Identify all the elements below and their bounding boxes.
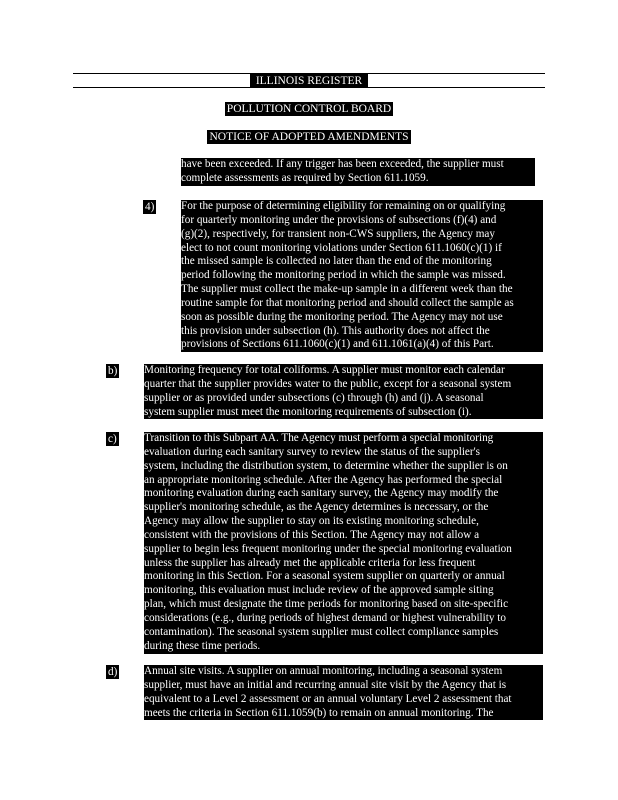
register-title-line bbox=[0, 74, 618, 88]
text-line: Monitoring frequency for total coliforms. A supplier must monitor each calendar bbox=[144, 364, 505, 376]
item-c-paragraph bbox=[144, 432, 543, 654]
text-line: soon as possible during the monitoring period. The Agency may not use bbox=[181, 310, 503, 323]
text-line: system supplier must meet the monitoring requirements of subsection (i). bbox=[144, 405, 472, 418]
text-line: complete assessments as required by Section 611.1059. bbox=[181, 171, 429, 184]
text-line: Agency may allow the supplier to stay on its existing monitoring schedule, bbox=[144, 515, 479, 528]
item-b-paragraph bbox=[144, 364, 543, 419]
text-line: elect to not count monitoring violations under Section 611.1060(c)(1) if bbox=[181, 241, 502, 254]
item-4-label: 4) bbox=[145, 201, 155, 213]
text-line: plan, which must designate the time periods for monitoring based on site-specific bbox=[144, 598, 509, 611]
item-d-paragraph bbox=[144, 665, 543, 720]
text-line: this provision under subsection (h). This authority does not affect the bbox=[181, 324, 490, 337]
text-line: supplier's monitoring schedule, as the Agency determines is necessary, or the bbox=[144, 501, 489, 514]
text-line: system, including the distribution system, to determine whether the supplier is on bbox=[144, 459, 508, 472]
text-line: Annual site visits. A supplier on annual monitoring, including a seasonal system bbox=[144, 665, 503, 677]
notice-title: NOTICE OF ADOPTED AMENDMENTS bbox=[209, 131, 409, 143]
item-b-label: b) bbox=[108, 365, 118, 377]
item-c-label: c) bbox=[108, 433, 117, 445]
text-line: contamination). The seasonal system supplier must collect compliance samples bbox=[144, 625, 499, 638]
text-line: monitoring evaluation during each sanitary survey, the Agency may modify the bbox=[144, 487, 499, 500]
register-title: ILLINOIS REGISTER bbox=[250, 74, 368, 88]
item-4-paragraph bbox=[181, 200, 543, 352]
text-line: provisions of Sections 611.1060(c)(1) and 611.1061(a)(4) of this Part. bbox=[181, 338, 494, 351]
board-title: POLLUTION CONTROL BOARD bbox=[226, 103, 392, 115]
text-line: for quarterly monitoring under the provisions of subsections (f)(4) and bbox=[181, 213, 497, 226]
text-line: have been exceeded. If any trigger has been exceeded, the supplier must bbox=[181, 158, 504, 170]
text-line: an appropriate monitoring schedule. After the Agency has performed the special bbox=[144, 473, 503, 486]
text-line: considerations (e.g., during periods of highest demand or highest vulnerability to bbox=[144, 611, 506, 624]
text-line: supplier or as provided under subsections (c) through (h) and (j). A seasonal bbox=[144, 391, 484, 404]
text-line: The supplier must collect the make-up sample in a different week than the bbox=[181, 283, 513, 296]
text-line: quarter that the supplier provides water to the public, except for a seasonal system bbox=[144, 377, 512, 390]
text-line: unless the supplier has already met the applicable criteria for less frequent bbox=[144, 556, 476, 569]
text-line: equivalent to a Level 2 assessment or an annual voluntary Level 2 assessment that bbox=[144, 692, 512, 705]
notice-title-line bbox=[0, 130, 618, 144]
text-line: during these time periods. bbox=[144, 639, 261, 652]
text-line: For the purpose of determining eligibility for remaining on or qualifying bbox=[181, 200, 506, 212]
text-line: (g)(2), respectively, for transient non-CWS suppliers, the Agency may bbox=[181, 227, 495, 240]
text-line: meets the criteria in Section 611.1059(b) to remain on annual monitoring. The bbox=[144, 706, 494, 719]
header-rule-bottom bbox=[73, 87, 545, 88]
text-line: monitoring, this evaluation must include review of the approved sample siting bbox=[144, 584, 494, 597]
text-line: monitoring in this Section. For a seasonal system supplier on quarterly or annual bbox=[144, 570, 505, 583]
board-title-line bbox=[0, 102, 618, 116]
continuation-paragraph bbox=[181, 158, 535, 186]
text-line: consistent with the provisions of this Section. The Agency may not allow a bbox=[144, 528, 480, 541]
item-d-label: d) bbox=[108, 666, 118, 678]
text-line: supplier to begin less frequent monitoring under the special monitoring evaluation bbox=[144, 542, 512, 555]
text-line: period following the monitoring period in which the sample was missed. bbox=[181, 269, 506, 282]
text-line: the missed sample is collected no later than the end of the monitoring bbox=[181, 255, 492, 268]
text-line: routine sample for that monitoring period and should collect the sample as bbox=[181, 296, 514, 309]
text-line: evaluation during each sanitary survey to review the status of the supplier's bbox=[144, 445, 480, 458]
text-line: Transition to this Subpart AA. The Agency must perform a special monitoring bbox=[144, 432, 494, 444]
text-line: supplier, must have an initial and recurring annual site visit by the Agency that is bbox=[144, 678, 507, 691]
